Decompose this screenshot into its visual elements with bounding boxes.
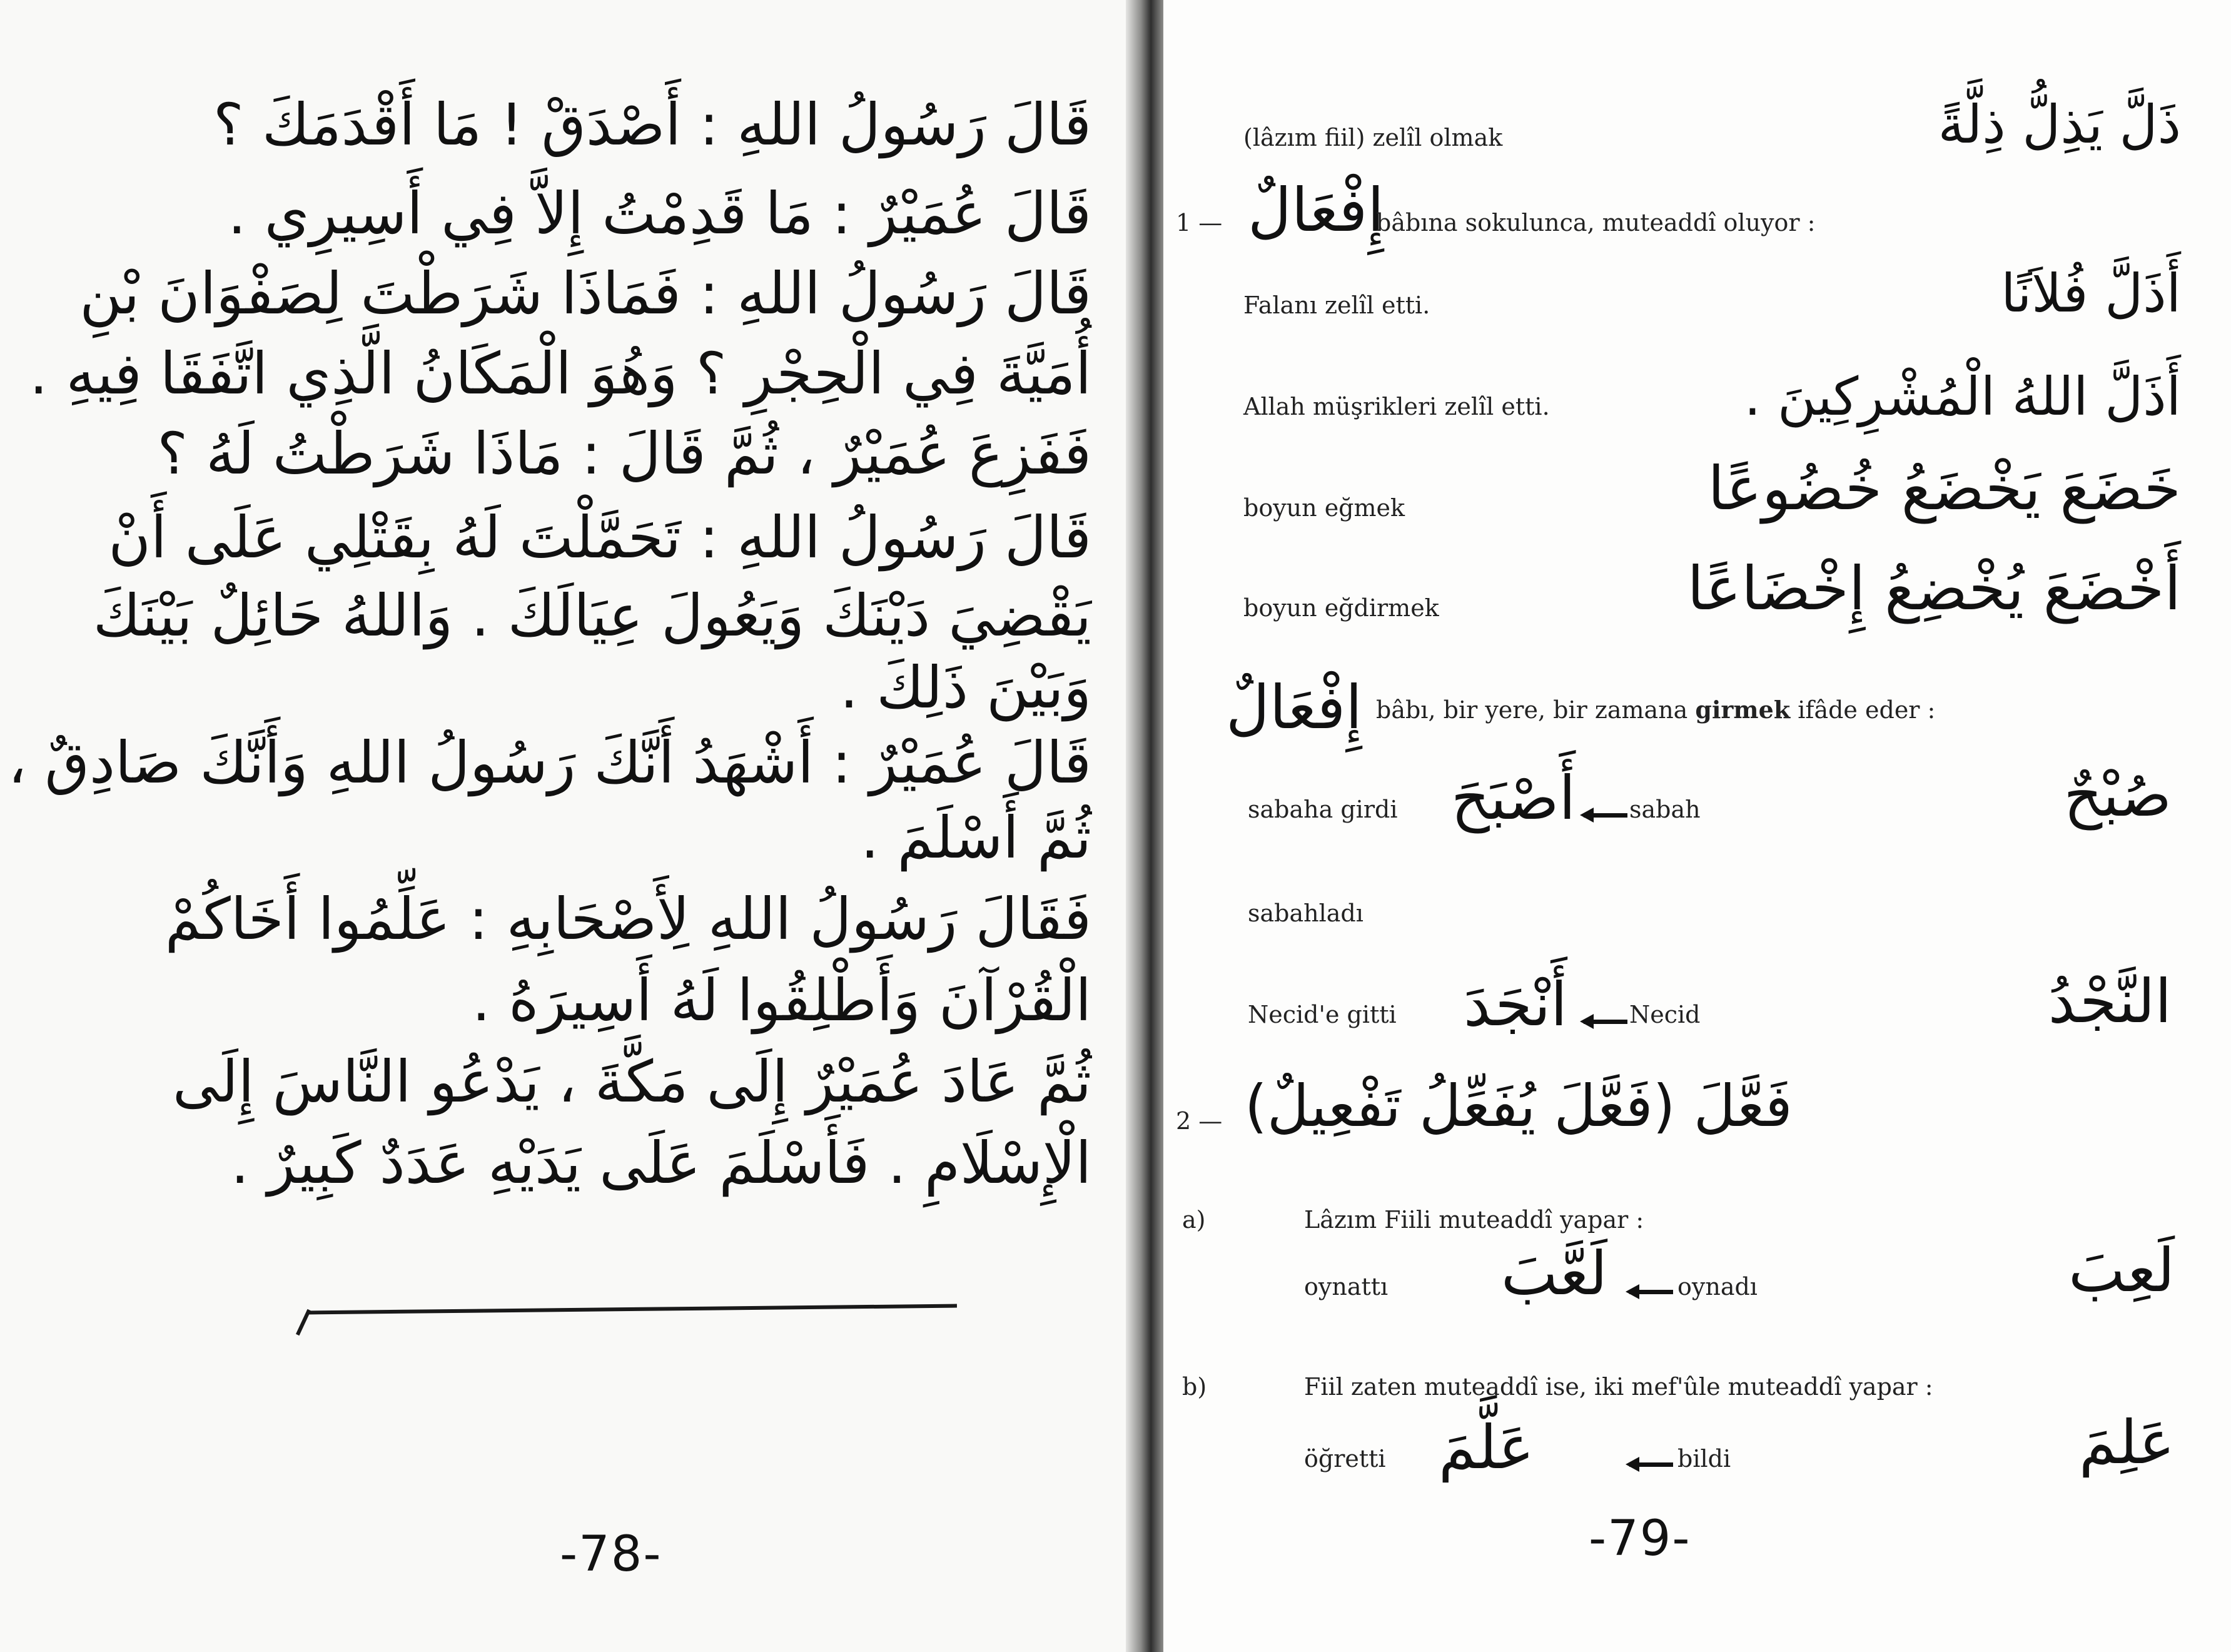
tr-necide-gitti: Necid'e gitti [1248,1001,1397,1028]
gloss-oynadi: oynadı [1677,1273,1758,1300]
ar-laiba: لَعِبَ [2068,1235,2175,1305]
sub-a-label: a) [1182,1206,1206,1234]
ar-en-necd: النَّجْدُ [2048,966,2172,1036]
left-line-4: أُمَيَّةَ فِي الْحِجْرِ ؟ وَهُوَ الْمَكَانُ الَّذِي اتَّفَقَا فِيهِ . [29,340,1091,407]
sub-b-label: b) [1182,1373,1207,1401]
ifal-heading-ar: إِفْعَالٌ [1226,672,1362,742]
divider-tick [296,1309,311,1335]
ar-labbaba: لَعَّبَ [1501,1239,1607,1309]
page-number-right: -79- [1589,1511,1691,1567]
tr-falani: Falanı zelîl etti. [1243,291,1430,319]
tr-boyun-egdirmek: boyun eğdirmek [1243,594,1439,622]
left-line-7: يَقْضِيَ دَيْنَكَ وَيَعُولَ عِيَالَكَ . وَاللهُ حَائِلٌ بَيْنَكَ [93,582,1091,649]
ar-zelle: ذَلَّ يَذِلُّ ذِلَّةً [1938,94,2181,155]
left-line-9: قَالَ عُمَيْرٌ : أَشْهَدُ أَنَّكَ رَسُولُ اللهِ وَأَنَّكَ صَادِقٌ ، [8,729,1091,796]
item1-ifal: إِفْعَالٌ [1248,175,1384,245]
left-line-11: فَقَالَ رَسُولُ اللهِ لِأَصْحَابِهِ : عَلِّمُوا أَخَاكُمْ [164,886,1091,953]
item1-text: bâbına sokulunca, muteaddî oluyor : [1376,209,1816,236]
gloss-bildi: bildi [1677,1445,1731,1472]
ar-subh: صُبْحٌ [2063,760,2172,830]
tr-boyun-egmek: boyun eğmek [1243,494,1405,522]
ar-ecede: أَنْجَدَ [1464,970,1567,1040]
ar-ezelle-fulanen: أَذَلَّ فُلاَنًا [2001,263,2181,324]
gloss-necid: Necid [1629,1001,1701,1028]
ar-alima: عَلِمَ [2079,1407,2175,1477]
arrow-left-icon [1584,813,1627,818]
left-line-14: الْإِسْلَامِ . فَأَسْلَمَ عَلَى يَدَيْهِ عَدَدٌ كَبِيرٌ . [230,1130,1091,1197]
left-line-1: قَالَ رَسُولُ اللهِ : أَصْدَقْ ! مَا أَقْدَمَكَ ؟ [213,91,1091,158]
ar-hadaa: خَضَعَ يَخْضَعُ خُضُوعًا [1707,454,2181,524]
ar-ezelle-allah: أَذَلَّ اللهُ الْمُشْرِكِينَ . [1744,366,2181,427]
tr-allah: Allah müşrikleri zelîl etti. [1243,393,1550,420]
tr-ogretti: öğretti [1304,1445,1386,1472]
arrow-left-icon [1629,1290,1673,1294]
arrow-left-icon [1629,1462,1673,1467]
ar-ahdaa: أَخْضَعَ يُخْضِعُ إِخْضَاعًا [1687,554,2181,624]
ifal-heading-text: bâbı, bir yere, bir zamana girmek ifâde eder : [1376,696,1936,724]
ar-asbaha: أَصْبَحَ [1451,763,1576,833]
left-line-8: وَبَيْنَ ذَلِكَ . [839,654,1091,721]
left-line-2: قَالَ عُمَيْرٌ : مَا قَدِمْتُ إِلاَّ فِي أَسِيرِي . [228,180,1091,247]
arrow-left-icon [1584,1020,1627,1024]
tr-sabaha-girdi: sabaha girdi [1248,796,1398,823]
item2-faala: فَعَّلَ (فَعَّلَ يُفَعِّلُ تَفْعِيلٌ) [1245,1073,1793,1140]
right-page [1163,0,2231,1652]
tr-oynatti: oynattı [1304,1273,1389,1300]
left-line-10: ثُمَّ أَسْلَمَ . [861,804,1091,871]
gloss-sabah: sabah [1629,796,1701,823]
left-line-6: قَالَ رَسُولُ اللهِ : تَحَمَّلْتَ لَهُ بِقَتْلِي عَلَى أَنْ [108,504,1091,571]
left-line-13: ثُمَّ عَادَ عُمَيْرٌ إِلَى مَكَّةَ ، يَدْعُو النَّاسَ إِلَى [173,1048,1091,1115]
tr-zelil-olmak: (lâzım fiil) zelîl olmak [1243,124,1503,151]
left-line-12: الْقُرْآنَ وَأَطْلِقُوا لَهُ أَسِيرَهُ . [472,967,1091,1034]
left-line-5: فَفَزِعَ عُمَيْرٌ ، ثُمَّ قَالَ : مَاذَا شَرَطْتُ لَهُ ؟ [157,420,1091,487]
tr-sabahladi: sabahladı [1248,899,1363,927]
left-line-3: قَالَ رَسُولُ اللهِ : فَمَاذَا شَرَطْتَ لِصَفْوَانَ بْنِ [79,260,1091,327]
sub-a-text: Lâzım Fiili muteaddî yapar : [1304,1206,1644,1234]
item1-number: 1 — [1176,209,1223,236]
ar-allema: عَلَّمَ [1439,1412,1534,1482]
page-number-left: -78- [560,1526,662,1583]
item2-number: 2 — [1176,1107,1223,1135]
divider-line [306,1304,957,1315]
sub-b-text: Fiil zaten muteaddî ise, iki mef'ûle muteaddî yapar : [1304,1373,1933,1401]
